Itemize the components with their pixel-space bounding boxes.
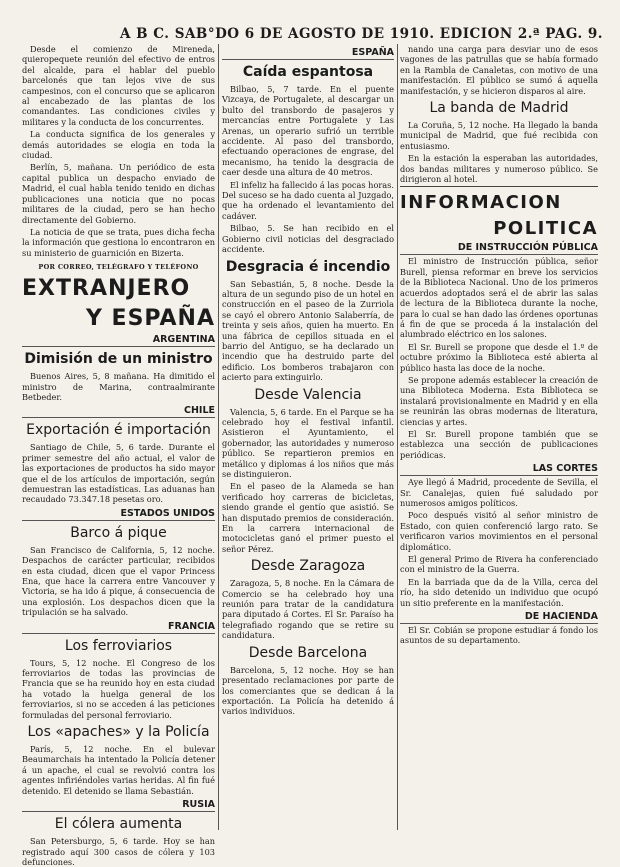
paragraph: En la barriada que da de la Villa, cerca del río, ha sido detenido un individuo que ocupó un sitio preferente en la manifestación. bbox=[400, 576, 598, 608]
paragraph: La conducta significa de los generales y demás autoridades se elogia en toda la ciudad. bbox=[22, 129, 215, 161]
section-label-argentina: ARGENTINA bbox=[22, 334, 215, 347]
column-2 bbox=[222, 44, 394, 834]
paragraph: Valencia, 5, 6 tarde. En el Parque se ha celebrado hoy el festival infantil. Asistieron el Ayuntamiento, el gobernador, las autoridades y numeroso público. Se repartieron premios en metálico y diplomas á los niños que más se distinguieron. bbox=[222, 406, 394, 479]
paragraph: Se propone además establecer la creación de una Biblioteca Moderna. Esta Biblioteca se instalará provisionalmente en Madrid y en ella se reunirán las obras modernas de literatura, ciencias y artes. bbox=[400, 374, 598, 427]
paragraph: Bilbao, 5. Se han recibido en el Gobierno civil noticias del desgraciado accidente. bbox=[222, 223, 394, 255]
section-label-chile: CHILE bbox=[22, 405, 215, 418]
column-1 bbox=[22, 44, 215, 867]
paragraph: En la estación la esperaban las autoridades, dos bandas militares y numeroso público. Se dirigieron al hotel. bbox=[400, 153, 598, 185]
paragraph: San Francisco de California, 5, 12 noche. Despachos de carácter particular, recibidos en esta ciudad, dicen que el vapor Princess Ena, que hace la carrera entre Vancouver y Victoria, se ha ido á pique, á consecuencia de una explosión. Los despachos dicen que la tripulación se ha salvado. bbox=[22, 544, 215, 618]
paragraph: El ministro de Instrucción pública, señor Burell, piensa reformar en breve los servicios de la Biblioteca Nacional. Uno de los primeros acuerdos adoptados será el de abrir las salas de lectura de la Biblioteca durante la noche, para lo cual se han dado las órdenes oportunas á fin de que se proceda á la instalación del alumbrado eléctrico en los salones. bbox=[400, 256, 598, 340]
column-divider bbox=[218, 44, 219, 830]
column-divider bbox=[397, 44, 398, 830]
paragraph: París, 5, 12 noche. En el bulevar Beaumarchais ha intentado la Policía detener á un apache, el cual se revolvió contra los agentes infiriéndoles varias heridas. Al fin fué detenido. El detenido se llama Sebastián. bbox=[22, 744, 215, 796]
section-label-estados-unidos: ESTADOS UNIDOS bbox=[22, 508, 215, 521]
paragraph: Buenos Aires, 5, 8 mañana. Ha dimitido el ministro de Marina, contraalmirante Betbeder. bbox=[22, 371, 215, 402]
headline-ferroviarios: Los ferroviarios bbox=[64, 637, 173, 654]
headline-caida: Caída espantosa bbox=[242, 64, 374, 80]
paragraph: Aye llegó á Madrid, procedente de Sevilla, el Sr. Canalejas, quien fué saludado por numerosos amigos políticos. bbox=[400, 477, 598, 508]
section-label-rusia: RUSIA bbox=[22, 799, 215, 812]
headline-politica: POLITICA bbox=[493, 218, 598, 240]
paragraph: Bilbao, 5, 7 tarde. En el puente Vizcaya, de Portugalete, al descargar un bulto del transbordo de pasajeros y mercancías entre Portugalete y Las Arenas, un operario sufrió un terrible accidente. Al paso del transbordo, efectuando operaciones de engrase, del mecanismo, ha tenido la desgracia de caer desde una altura de 40 metros. bbox=[222, 84, 394, 178]
section-label-hacienda: DE HACIENDA bbox=[400, 611, 598, 624]
paragraph: El Sr. Burell se propone que desde el 1.º de octubre próximo la Biblioteca esté abierta al público hasta las doce de la noche. bbox=[400, 341, 598, 373]
paragraph: En el paseo de la Alameda se han verificado hoy carreras de bicicletas, siendo grande el gentío que asistió. Se han disputado premios de consideración. En la carrera internacional de motocicletas ganó el primer puesto el señor Pérez. bbox=[222, 481, 394, 554]
paragraph: La Coruña, 5, 12 noche. Ha llegado la banda municipal de Madrid, que fué recibida con entusiasmo. bbox=[400, 120, 598, 151]
headline-informacion: INFORMACION bbox=[400, 192, 562, 214]
section-label-instruccion: DE INSTRUCCIÓN PÚBLICA bbox=[400, 242, 598, 255]
paragraph: La noticia de que se trata, pues dicha fecha la información que gestiona lo encontraron en su ministerio de guarnición en Bizerta. bbox=[22, 226, 215, 258]
headline-exportacion: Exportación é importación bbox=[26, 422, 211, 439]
headline-desgracia: Desgracia é incendio bbox=[225, 258, 391, 275]
headline-dimision: Dimisión de un ministro bbox=[24, 351, 213, 368]
paragraph: Berlín, 5, mañana. Un periódico de esta capital publica un despacho enviado de Madrid, el cual habla tenido tenido en dichas publicaciones una noticia que no pocas militares de la ciudad, pero se han hecho directamente del Gobierno. bbox=[22, 162, 215, 225]
paragraph: Poco después visitó al señor ministro de Estado, con quien conferenció largo rato. Se verificaron varios movimientos en el personal diplomático. bbox=[400, 510, 598, 552]
section-label-espana: ESPAÑA bbox=[222, 47, 394, 60]
paragraph: El infeliz ha fallecido á las pocas horas. Del suceso se ha dado cuenta al Juzgado, que ha ordenado el levantamiento del cadáver. bbox=[222, 179, 394, 221]
paragraph: Barcelona, 5, 12 noche. Hoy se han presentado reclamaciones por parte de los comerciantes que se dedican á la exportación. La Policía ha detenido á varios individuos. bbox=[222, 664, 394, 717]
paragraph: Santiago de Chile, 5, 6 tarde. Durante el primer semestre del año actual, el valor de las exportaciones de productos ha sido mayor que el de los artículos de importación, según demuestran las estadísticas. Las aduanas han recaudado 73.347.18 pesetas oro. bbox=[22, 442, 215, 505]
section-label-francia: FRANCIA bbox=[22, 621, 215, 634]
paragraph: San Petersburgo, 5, 6 tarde. Hoy se han registrado aquí 300 casos de cólera y 103 defunciones. bbox=[22, 836, 215, 867]
section-separator: POR CORREO, TELÉGRAFO Y TELÉFONO bbox=[38, 263, 199, 272]
paragraph: nando una carga para desviar uno de esos vagones de las patrullas que se había formado en la Rambla de Canaletas, con motivo de una manifestación. El público se sumó á aquella manifestación, y se hicieron disparos al aire. bbox=[400, 44, 598, 96]
paragraph: Zaragoza, 5, 8 noche. En la Cámara de Comercio se ha celebrado hoy una reunión para tratar de la candidatura para diputado á Cortes. El Sr. Paraíso ha telegrafiado rogando que se retire su candidatura. bbox=[222, 578, 394, 641]
paragraph: San Sebastián, 5, 8 noche. Desde la altura de un segundo piso de un hotel en construcción en el paseo de la Zurriola se cayó el obrero Antonio Salaberría, de treinta y seis años, quien ha muerto. En una fábrica de cepillos situada en el barrio del Antiguo, se ha declarado un incendio que ha destruido parte del edificio. Los bomberos trabajaron con acierto para extinguirlo. bbox=[222, 278, 394, 383]
headline-barco: Barco á pique bbox=[70, 524, 167, 541]
paragraph: El Sr. Cobián se propone estudiar á fondo los asuntos de su departamento. bbox=[400, 625, 598, 646]
paragraph: El Sr. Burell propone también que se establezca una sección de publicaciones periódicas. bbox=[400, 428, 598, 460]
page-header: A B C. SAB°DO 6 DE AGOSTO DE 1910. EDICION 2.ª PAG. 9. bbox=[120, 26, 603, 42]
headline-zaragoza: Desde Zaragoza bbox=[250, 558, 366, 575]
headline-extranjero: EXTRANJERO bbox=[22, 276, 191, 302]
headline-valencia: Desde Valencia bbox=[254, 386, 362, 403]
headline-y-espana: Y ESPAÑA bbox=[85, 306, 215, 332]
headline-barcelona: Desde Barcelona bbox=[248, 644, 368, 661]
paragraph: Desde el comienzo de Mireneda, quieropequete reunión del efectivo de entros del alcalde, para el hablar del pueblo barcelonés que tan lejos vive de sus campesinos, con el concurso que se aplicaron al encabezado de las plantas de los comandantes. Las condiciones civiles y militares y la conducta de los concurrentes. bbox=[22, 44, 215, 127]
column-3 bbox=[400, 44, 598, 834]
paragraph: El general Primo de Rivera ha conferenciado con el ministro de la Guerra. bbox=[400, 554, 598, 575]
headline-colera: El cólera aumenta bbox=[54, 816, 183, 833]
rule bbox=[400, 186, 598, 187]
headline-apaches: Los «apaches» y la Policía bbox=[27, 724, 210, 741]
section-label-cortes: LAS CORTES bbox=[400, 463, 598, 476]
paragraph: Tours, 5, 12 noche. El Congreso de los ferroviarios de todas las provincias de Francia que se ha reunido hoy en esta ciudad ha votado la huelga general de los ferroviarios, si no se acceden á las peticiones formuladas del personal ferroviario. bbox=[22, 657, 215, 720]
headline-banda: La banda de Madrid bbox=[429, 100, 569, 117]
